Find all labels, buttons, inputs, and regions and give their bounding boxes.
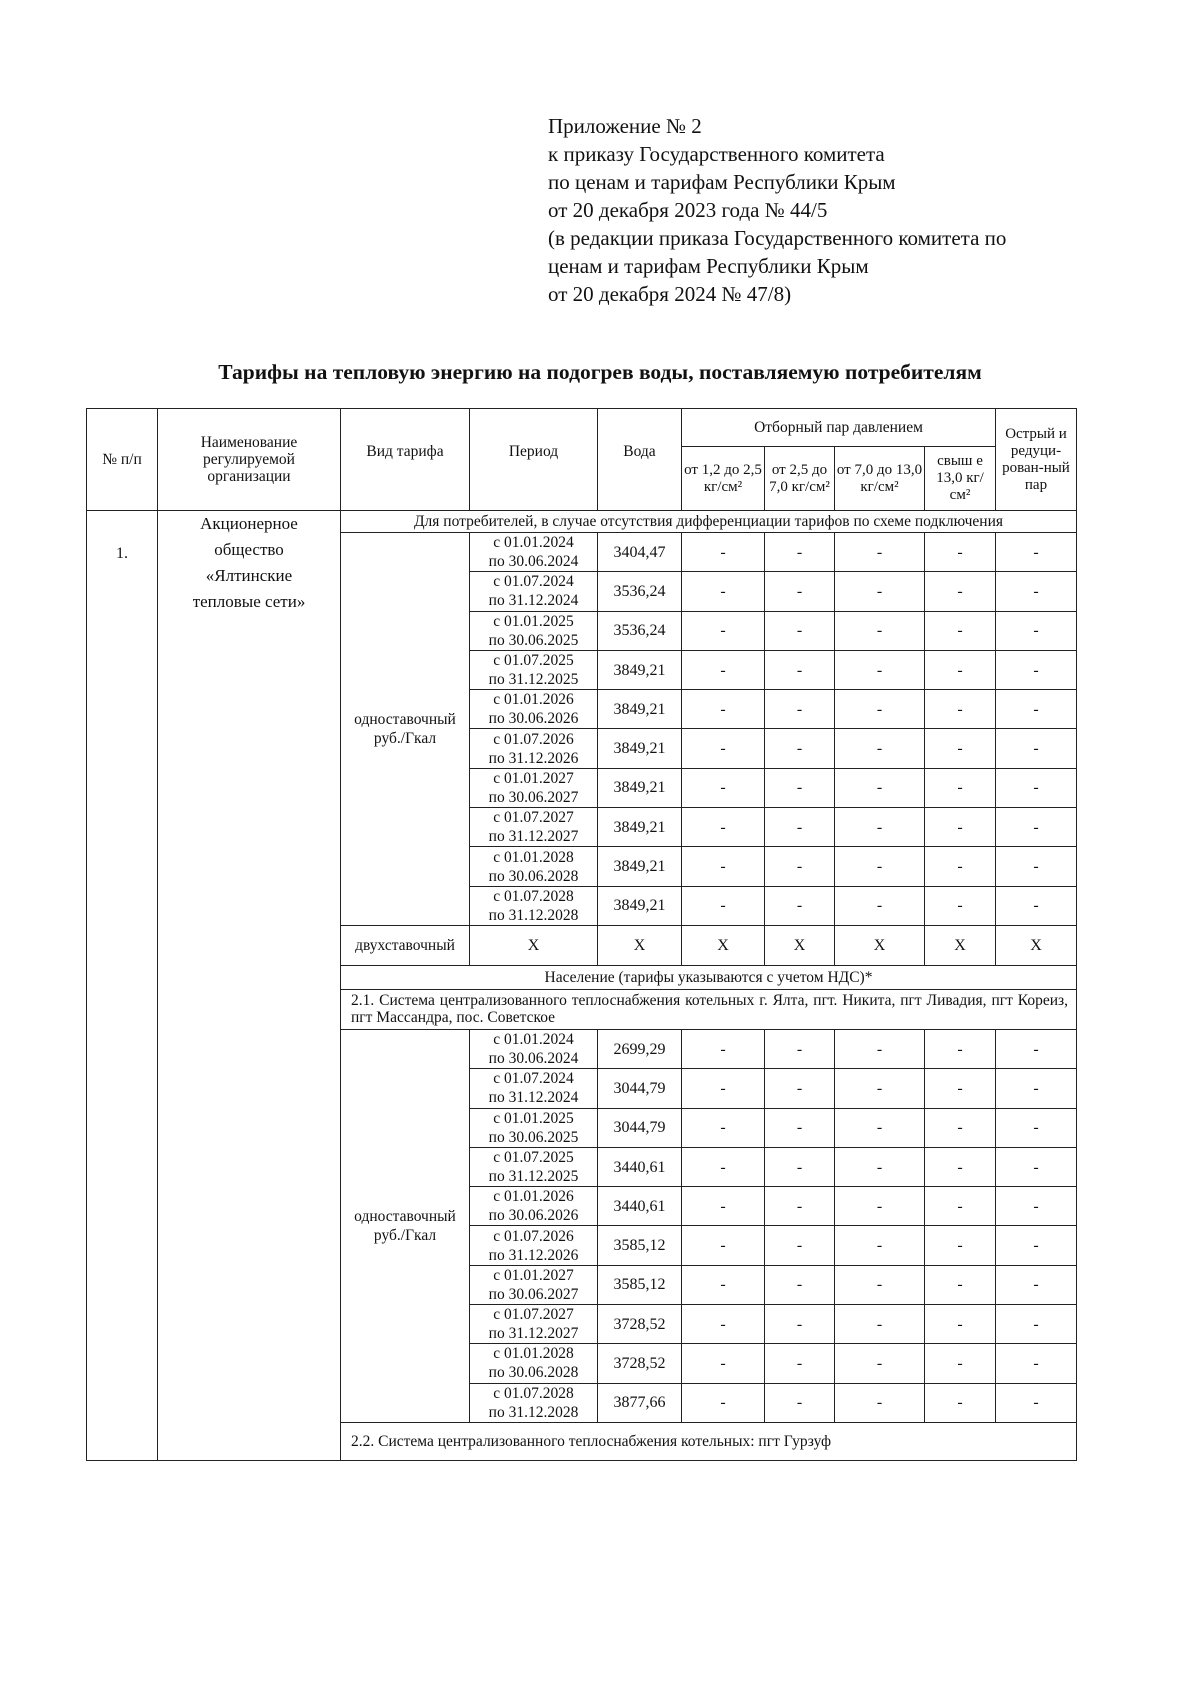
steam-tariff-dash: - (682, 1226, 765, 1265)
steam-tariff-dash: - (925, 1029, 996, 1068)
water-tariff-value: 3849,21 (598, 886, 682, 925)
document-title: Тарифы на тепловую энергию на подогрев воды, поставляемую потребителям (218, 360, 982, 384)
steam-tariff-dash: - (765, 1344, 835, 1383)
section-consumers-label: Для потребителей, в случае отсутствия дифференциации тарифов по схеме подключения (341, 511, 1077, 533)
water-tariff-value: 3044,79 (598, 1108, 682, 1147)
period-from: с 01.07.2027 (493, 1306, 574, 1324)
header-line: от 20 декабря 2023 года № 44/5 (548, 198, 828, 222)
steam-tariff-dash: - (925, 1147, 996, 1186)
period-cell (470, 611, 598, 650)
period-cell (470, 1147, 598, 1186)
steam-tariff-dash: - (682, 768, 765, 807)
steam-tariff-dash: - (682, 572, 765, 611)
steam-tariff-dash: - (682, 611, 765, 650)
period-to: по 31.12.2028 (488, 1403, 579, 1421)
steam-tariff-dash: - (682, 808, 765, 847)
steam-tariff-dash: - (835, 1226, 925, 1265)
steam-tariff-dash: - (925, 1187, 996, 1226)
steam-tariff-dash: - (765, 1265, 835, 1304)
steam-tariff-dash: - (765, 808, 835, 847)
steam-tariff-dash: - (996, 1147, 1077, 1186)
steam-tariff-dash: - (925, 1108, 996, 1147)
steam-tariff-dash: - (765, 1383, 835, 1422)
col-header-steam-2: от 2,5 до 7,0 кг/см² (765, 447, 835, 511)
steam-tariff-dash: - (682, 1344, 765, 1383)
steam-tariff-dash: - (765, 650, 835, 689)
tariff-table-body (87, 511, 1077, 1461)
steam-tariff-dash: - (925, 729, 996, 768)
period-from: с 01.01.2028 (493, 1345, 574, 1363)
steam-tariff-dash: - (765, 1187, 835, 1226)
steam-tariff-dash: - (996, 650, 1077, 689)
steam-tariff-dash: - (835, 808, 925, 847)
period-cell (470, 1029, 598, 1068)
water-tariff-value: 3849,21 (598, 729, 682, 768)
steam-tariff-dash: - (682, 533, 765, 572)
steam-tariff-dash: - (835, 1147, 925, 1186)
period-from: с 01.07.2025 (493, 1149, 574, 1166)
steam-tariff-dash: - (996, 1069, 1077, 1108)
steam-tariff-dash: - (765, 1226, 835, 1265)
col-header-org: Наименование регулируемой организации (158, 409, 341, 511)
steam-tariff-dash: - (925, 1383, 996, 1422)
steam-tariff-dash: - (682, 1383, 765, 1422)
period-cell (470, 1108, 598, 1147)
steam-tariff-dash: - (996, 1029, 1077, 1068)
steam-tariff-dash: - (835, 1029, 925, 1068)
header-line: от 20 декабря 2024 № 47/8) (548, 282, 792, 306)
period-cell (470, 1305, 598, 1344)
header-line: к приказу Государственного комитета (548, 142, 885, 166)
steam-tariff-dash: - (682, 1265, 765, 1304)
period-to: по 31.12.2025 (488, 1168, 579, 1185)
col-header-steam-3: от 7,0 до 13,0 кг/см² (835, 447, 925, 511)
table-row (87, 511, 1077, 533)
steam-tariff-dash: - (835, 1069, 925, 1108)
steam-tariff-dash: - (682, 847, 765, 886)
tariff-type-two-rate: двухставочный (341, 925, 470, 965)
steam-tariff-dash: - (765, 847, 835, 886)
period-from: с 01.01.2027 (493, 769, 574, 787)
period-to: по 31.12.2027 (488, 828, 579, 846)
not-applicable-mark: X (835, 925, 925, 965)
steam-tariff-dash: - (925, 1069, 996, 1108)
steam-tariff-dash: - (682, 1305, 765, 1344)
steam-tariff-dash: - (996, 1305, 1077, 1344)
col-header-tariff-type: Вид тарифа (341, 409, 470, 511)
steam-tariff-dash: - (682, 1029, 765, 1068)
period-from: с 01.07.2026 (493, 730, 574, 748)
period-cell (470, 1344, 598, 1383)
period-to: по 30.06.2028 (488, 1364, 579, 1382)
period-from: с 01.01.2025 (493, 612, 574, 630)
steam-tariff-dash: - (765, 1305, 835, 1344)
col-header-steam-4: свыш е 13,0 кг/см² (925, 447, 996, 511)
subsection-2-1-label: 2.1. Система централизованного теплоснабжения котельных г. Ялта, пгт. Никита, пгт Ливадия, пгт Кореиз, пгт Массандра, пос. Советское (341, 989, 1077, 1029)
not-applicable-mark: X (598, 925, 682, 965)
steam-tariff-dash: - (682, 729, 765, 768)
steam-tariff-dash: - (925, 572, 996, 611)
row-number: 1. (87, 511, 158, 1461)
period-from: с 01.01.2024 (493, 1031, 574, 1049)
steam-tariff-dash: - (835, 1344, 925, 1383)
steam-tariff-dash: - (925, 1265, 996, 1304)
steam-tariff-dash: - (765, 533, 835, 572)
period-from: с 01.07.2028 (493, 1384, 574, 1402)
steam-tariff-dash: - (765, 1147, 835, 1186)
steam-tariff-dash: - (835, 572, 925, 611)
organization-name: Акционерное общество «Ялтинские тепловые сети» (158, 511, 341, 1461)
steam-tariff-dash: - (765, 886, 835, 925)
steam-tariff-dash: - (765, 611, 835, 650)
steam-tariff-dash: - (765, 572, 835, 611)
period-cell (470, 768, 598, 807)
header-line: ценам и тарифам Республики Крым (548, 254, 869, 278)
steam-tariff-dash: - (682, 1187, 765, 1226)
steam-tariff-dash: - (996, 1265, 1077, 1304)
col-header-water: Вода (598, 409, 682, 511)
period-cell (470, 572, 598, 611)
period-to: по 31.12.2025 (488, 671, 579, 689)
period-from: с 01.07.2028 (493, 887, 574, 905)
period-to: по 30.06.2026 (488, 1207, 579, 1225)
steam-tariff-dash: - (996, 572, 1077, 611)
steam-tariff-dash: - (996, 729, 1077, 768)
steam-tariff-dash: - (996, 1226, 1077, 1265)
steam-tariff-dash: - (925, 611, 996, 650)
col-header-num: № п/п (87, 409, 158, 511)
steam-tariff-dash: - (682, 1108, 765, 1147)
period-cell (470, 847, 598, 886)
water-tariff-value: 3849,21 (598, 847, 682, 886)
subsection-2-2-label: 2.2. Система централизованного теплоснабжения котельных: пгт Гурзуф (341, 1422, 1077, 1460)
period-from: с 01.01.2027 (493, 1266, 574, 1284)
steam-tariff-dash: - (835, 690, 925, 729)
steam-tariff-dash: - (996, 886, 1077, 925)
water-tariff-value: 3728,52 (598, 1305, 682, 1344)
not-applicable-mark: X (682, 925, 765, 965)
period-cell (470, 1265, 598, 1304)
period-from: с 01.07.2025 (493, 652, 574, 670)
water-tariff-value: 3849,21 (598, 808, 682, 847)
col-header-period: Период (470, 409, 598, 511)
steam-tariff-dash: - (835, 886, 925, 925)
steam-tariff-dash: - (925, 847, 996, 886)
steam-tariff-dash: - (996, 1108, 1077, 1147)
steam-tariff-dash: - (925, 1226, 996, 1265)
period-to: по 31.12.2027 (488, 1325, 579, 1343)
water-tariff-value: 3536,24 (598, 611, 682, 650)
water-tariff-value: 3440,61 (598, 1187, 682, 1226)
steam-tariff-dash: - (682, 690, 765, 729)
steam-tariff-dash: - (835, 611, 925, 650)
not-applicable-mark: X (925, 925, 996, 965)
water-tariff-value: 3585,12 (598, 1226, 682, 1265)
steam-tariff-dash: - (835, 1305, 925, 1344)
tariff-table (86, 408, 1077, 1461)
period-to: по 30.06.2027 (488, 788, 579, 806)
steam-tariff-dash: - (835, 533, 925, 572)
period-to: по 30.06.2024 (488, 1050, 579, 1068)
steam-tariff-dash: - (925, 808, 996, 847)
steam-tariff-dash: - (996, 1187, 1077, 1226)
period-to: по 30.06.2027 (488, 1285, 579, 1303)
steam-tariff-dash: - (996, 768, 1077, 807)
not-applicable-mark: X (470, 925, 598, 965)
period-from: с 01.07.2024 (493, 1070, 574, 1088)
period-to: по 30.06.2025 (488, 1128, 579, 1146)
period-from: с 01.07.2024 (493, 573, 574, 591)
steam-tariff-dash: - (835, 1187, 925, 1226)
period-cell (470, 886, 598, 925)
steam-tariff-dash: - (765, 768, 835, 807)
steam-tariff-dash: - (682, 650, 765, 689)
steam-tariff-dash: - (925, 886, 996, 925)
period-to: по 31.12.2028 (488, 906, 579, 924)
steam-tariff-dash: - (996, 533, 1077, 572)
steam-tariff-dash: - (925, 690, 996, 729)
steam-tariff-dash: - (835, 847, 925, 886)
period-to: по 31.12.2024 (488, 592, 579, 610)
col-header-steam-group: Отборный пар давлением (682, 409, 996, 447)
header-line: Приложение № 2 (548, 114, 702, 138)
steam-tariff-dash: - (996, 847, 1077, 886)
period-from: с 01.01.2024 (493, 534, 574, 552)
period-cell (470, 533, 598, 572)
header-line: по ценам и тарифам Республики Крым (548, 170, 896, 194)
col-header-sharp-steam: Острый и редуци-рован-ный пар (996, 409, 1077, 511)
water-tariff-value: 3440,61 (598, 1147, 682, 1186)
period-to: по 30.06.2025 (488, 631, 579, 649)
period-cell (470, 1226, 598, 1265)
steam-tariff-dash: - (925, 533, 996, 572)
steam-tariff-dash: - (996, 611, 1077, 650)
period-cell (470, 650, 598, 689)
steam-tariff-dash: - (925, 768, 996, 807)
water-tariff-value: 3728,52 (598, 1344, 682, 1383)
section-population-label: Население (тарифы указываются с учетом НДС)* (341, 965, 1077, 989)
steam-tariff-dash: - (835, 1383, 925, 1422)
steam-tariff-dash: - (925, 650, 996, 689)
period-to: по 30.06.2028 (488, 867, 579, 885)
period-cell (470, 1383, 598, 1422)
water-tariff-value: 3849,21 (598, 768, 682, 807)
water-tariff-value: 3044,79 (598, 1069, 682, 1108)
period-to: по 30.06.2026 (488, 710, 579, 728)
period-to: по 31.12.2026 (488, 1246, 579, 1264)
water-tariff-value: 3849,21 (598, 650, 682, 689)
period-from: с 01.01.2025 (493, 1109, 574, 1127)
steam-tariff-dash: - (925, 1305, 996, 1344)
water-tariff-value: 3404,47 (598, 533, 682, 572)
period-cell (470, 1187, 598, 1226)
not-applicable-mark: X (996, 925, 1077, 965)
water-tariff-value: 3877,66 (598, 1383, 682, 1422)
tariff-type-one-rate: одноставочный руб./Гкал (341, 1029, 470, 1422)
period-to: по 30.06.2024 (488, 553, 579, 571)
steam-tariff-dash: - (996, 690, 1077, 729)
steam-tariff-dash: - (835, 1265, 925, 1304)
steam-tariff-dash: - (682, 1069, 765, 1108)
steam-tariff-dash: - (835, 729, 925, 768)
period-to: по 31.12.2024 (488, 1089, 579, 1107)
period-from: с 01.01.2028 (493, 848, 574, 866)
period-from: с 01.07.2026 (493, 1227, 574, 1245)
steam-tariff-dash: - (765, 690, 835, 729)
steam-tariff-dash: - (835, 1108, 925, 1147)
water-tariff-value: 3849,21 (598, 690, 682, 729)
period-from: с 01.01.2026 (493, 1188, 574, 1206)
period-from: с 01.01.2026 (493, 691, 574, 709)
steam-tariff-dash: - (996, 1344, 1077, 1383)
water-tariff-value: 2699,29 (598, 1029, 682, 1068)
steam-tariff-dash: - (765, 1108, 835, 1147)
steam-tariff-dash: - (925, 1344, 996, 1383)
appendix-header (548, 112, 1108, 308)
steam-tariff-dash: - (682, 886, 765, 925)
period-cell (470, 690, 598, 729)
steam-tariff-dash: - (765, 1069, 835, 1108)
steam-tariff-dash: - (996, 808, 1077, 847)
steam-tariff-dash: - (765, 1029, 835, 1068)
steam-tariff-dash: - (765, 729, 835, 768)
not-applicable-mark: X (765, 925, 835, 965)
steam-tariff-dash: - (835, 768, 925, 807)
water-tariff-value: 3536,24 (598, 572, 682, 611)
period-to: по 31.12.2026 (488, 749, 579, 767)
period-cell (470, 1069, 598, 1108)
water-tariff-value: 3585,12 (598, 1265, 682, 1304)
steam-tariff-dash: - (682, 1147, 765, 1186)
header-line: (в редакции приказа Государственного комитета по (548, 226, 1007, 250)
period-cell (470, 729, 598, 768)
tariff-type-one-rate: одноставочный руб./Гкал (341, 533, 470, 926)
period-from: с 01.07.2027 (493, 809, 574, 827)
period-cell (470, 808, 598, 847)
steam-tariff-dash: - (835, 650, 925, 689)
steam-tariff-dash: - (996, 1383, 1077, 1422)
col-header-steam-1: от 1,2 до 2,5 кг/см² (682, 447, 765, 511)
